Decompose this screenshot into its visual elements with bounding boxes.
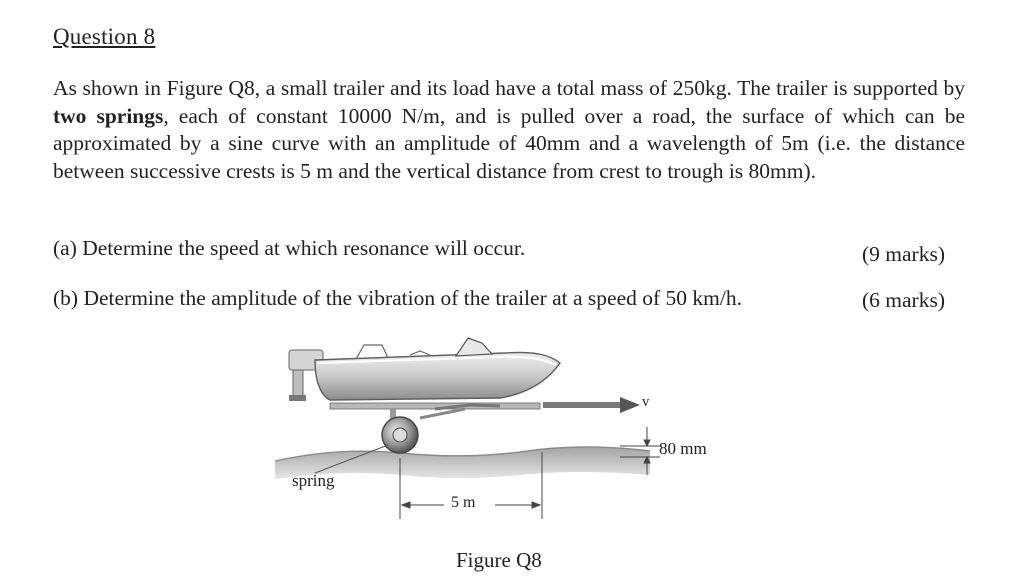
crest-to-trough-label: 80 mm — [659, 439, 707, 458]
part-a-text: (a) Determine the speed at which resonance will occur. — [53, 236, 526, 260]
boat-seat — [410, 351, 430, 355]
spring-label: spring — [292, 471, 335, 490]
trailer-strut — [420, 409, 465, 418]
question-heading: Question 8 — [53, 24, 156, 49]
velocity-arrow-icon — [543, 397, 640, 413]
figure-q8 — [260, 325, 740, 530]
question-text-part-2: , each of constant 10000 N/m, and is pulled over a road, the surface of which can be approximated by a sine curve with an amplitude of 40mm and a wavelength of 5m (i.e. the distance between successive crests is 5 m and the vertical distance from crest to trough is 80mm). — [53, 103, 965, 183]
wavelength-label: 5 m — [451, 494, 476, 511]
velocity-label: v — [642, 394, 650, 410]
part-b-text: (b) Determine the amplitude of the vibration of the trailer at a speed of 50 km/h. — [53, 286, 742, 310]
boat-windshield — [456, 338, 492, 356]
question-text-part-1: As shown in Figure Q8, a small trailer and its load have a total mass of 250kg. The trailer is supported by — [53, 76, 965, 100]
question-paragraph — [53, 75, 965, 185]
two-springs-emphasis: two springs — [53, 103, 164, 128]
trailer-wheel — [382, 417, 418, 453]
trailer-diagram — [260, 325, 740, 530]
figure-caption: Figure Q8 — [456, 548, 542, 572]
part-a-marks: (9 marks) — [862, 242, 945, 266]
part-b-marks: (6 marks) — [862, 288, 945, 312]
